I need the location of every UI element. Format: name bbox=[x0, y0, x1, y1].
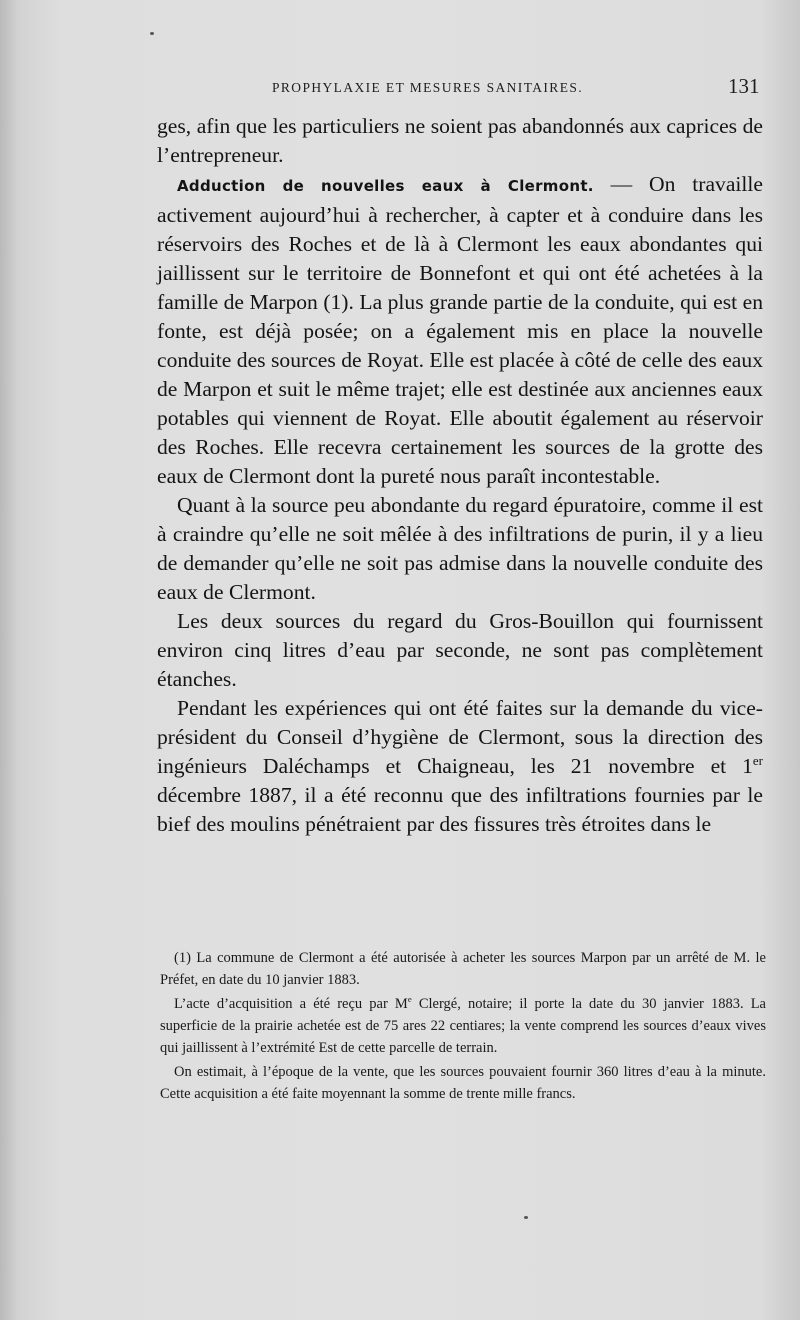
main-text bbox=[157, 112, 763, 839]
footnote-1: (1) La commune de Clermont a été autorisée à acheter les sources Marpon par un arrêté de M. le Préfet, en date du 10 janvier 1883. bbox=[160, 950, 766, 988]
footnotes bbox=[160, 947, 766, 1105]
ordinal-superscript: er bbox=[752, 752, 763, 768]
paragraph-continuation: ges, afin que les particuliers ne soient pas abandonnés aux caprices de l’entrepreneur. bbox=[157, 114, 763, 167]
paragraph-adduction bbox=[157, 170, 763, 491]
paragraph-gros-bouillon: Les deux sources du regard du Gros-Bouillon qui fournissent environ cinq litres d’eau par seconde, ne sont pas complètement étanches. bbox=[157, 609, 763, 691]
heading-dash: — bbox=[593, 172, 650, 196]
section-heading: Adduction de nouvelles eaux à Clermont. bbox=[177, 177, 594, 195]
footnote-acquisition-end: Clergé, notaire; il porte la date du 30 janvier 1883. La superficie de la prairie achetée est de 75 ares 22 centiares; la vente comprend les sources d’eaux vives qui jaillissent à l’extrémité Est de cette parcelle de terrain. bbox=[160, 996, 766, 1056]
footnote-estimate: On estimait, à l’époque de la vente, que les sources pouvaient fournir 360 litres d’eau à la minute. Cette acquisition a été faite moyennant la somme de trente mille francs. bbox=[160, 1064, 766, 1102]
paragraph-experiences-end: décembre 1887, il a été reconnu que des infiltrations fournies par le bief des moulins pénétraient par des fissures très étroites dans le bbox=[157, 783, 763, 836]
paragraph-experiences-start: Pendant les expériences qui ont été faites sur la demande du vice-président du Conseil d’hygiène de Clermont, sous la direction des ingénieurs Daléchamps et Chaigneau, les 21 novembre et 1 bbox=[157, 696, 763, 778]
title-superscript: e bbox=[407, 994, 412, 1005]
paragraph-experiences bbox=[157, 694, 763, 839]
paragraph-regard-epuratoire: Quant à la source peu abondante du regard épuratoire, comme il est à craindre qu’elle ne soit mêlée à des infiltrations de purin, il y a lieu de demander qu’elle ne soit pas admise dans la nouvelle conduite des eaux de Clermont. bbox=[157, 493, 763, 604]
footnote-acquisition bbox=[160, 993, 766, 1059]
footnote-acquisition-start: L’acte d’acquisition a été reçu par M bbox=[174, 996, 408, 1012]
scan-speck bbox=[524, 1216, 528, 1219]
running-title: PROPHYLAXIE ET MESURES SANITAIRES. bbox=[272, 80, 584, 95]
scan-speck bbox=[150, 32, 154, 35]
page-number: 131 bbox=[728, 74, 760, 98]
paragraph-adduction-text: On travaille activement aujourd’hui à rechercher, à capter et à conduire dans les réservoirs des Roches et de là à Clermont les eaux abondantes qui jaillissent sur le territoire de Bonnefont et qui ont été achetées à la famille de Marpon (1). La plus grande partie de la conduite, qui est en fonte, est déjà posée; on a également mis en place la nouvelle conduite des sources de Royat. Elle est placée à côté de celle des eaux de Marpon et suit le même trajet; elle est destinée aux anciennes eaux potables qui viennent de Royat. Elle aboutit également au réservoir des Roches. Elle recevra certainement les sources de la grotte des eaux de Clermont dont la pureté nous paraît incontestable. bbox=[157, 172, 764, 488]
